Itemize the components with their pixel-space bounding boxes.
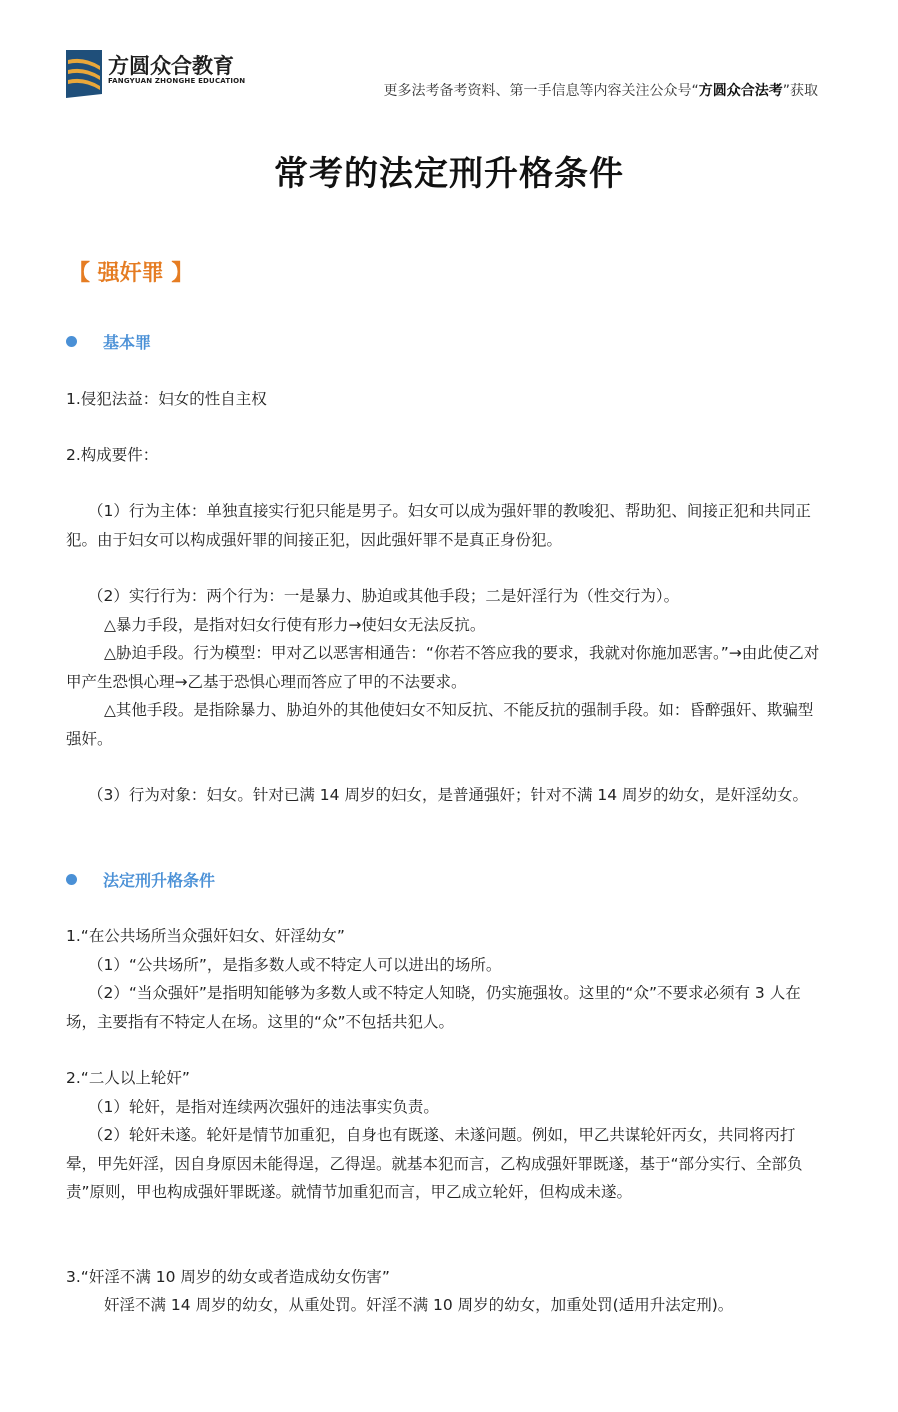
paragraph-object: （3）行为对象：妇女。针对已满 14 周岁的妇女，是普通强奸；针对不满 14 周岁的幼女，是奸淫幼女。 bbox=[88, 786, 809, 804]
paragraph-subject: （1）行为主体：单独直接实行犯只能是男子。妇女可以成为强奸罪的教唆犯、帮助犯、间接正犯和共同正犯。由于妇女可以构成强奸罪的间接正犯，因此强奸罪不是真正身份犯。 bbox=[66, 502, 811, 549]
item-in-public-definition: （2）“当众强奸”是指明知能够为多数人或不特定人知晓，仍实施强妆。这里的“众”不要求必须有 3 人在场，主要指有不特定人在场。这里的“众”不包括共犯人。 bbox=[66, 984, 801, 1031]
header-note-suffix: ”获取 bbox=[782, 83, 818, 99]
item-under-ten: 3.“奸淫不满 10 周岁的幼女或者造成幼女伤害” bbox=[66, 1268, 390, 1286]
paragraph-other-means: △其他手段。是指除暴力、胁迫外的其他使妇女不知反抗、不能反抗的强制手段。如：昏醉强奸、欺骗型强奸。 bbox=[66, 701, 814, 748]
header-note-account: 方圆众合法考 bbox=[698, 83, 783, 99]
item-public-place: 1.“在公共场所当众强奸妇女、奸淫幼女” bbox=[66, 927, 345, 945]
item-public-place-definition: （1）“公共场所”，是指多数人或不特定人可以进出的场所。 bbox=[88, 956, 502, 974]
header-note bbox=[383, 80, 818, 100]
paragraph-violence: △暴力手段，是指对妇女行使有形力→使妇女无法反抗。 bbox=[104, 616, 486, 634]
bullet-dot-icon bbox=[66, 336, 77, 347]
paragraph-coercion: △胁迫手段。行为模型：甲对乙以恶害相通告：“你若不答应我的要求，我就对你施加恶害。”→由此使乙对甲产生恐惧心理→乙基于恐惧心理而答应了甲的不法要求。 bbox=[66, 644, 820, 691]
item-gang-rape-definition: （1）轮奸，是指对连续两次强奸的违法事实负责。 bbox=[88, 1098, 439, 1116]
subheading-basic bbox=[66, 330, 151, 353]
logo-subtitle: FANGYUAN ZHONGHE EDUCATION bbox=[108, 77, 246, 85]
bullet-dot-icon bbox=[66, 874, 77, 885]
subheading-basic-label: 基本罪 bbox=[103, 333, 152, 352]
page-title: 常考的法定刑升格条件 bbox=[274, 154, 624, 194]
header-note-prefix: 更多法考备考资料、第一手信息等内容关注公众号“ bbox=[383, 83, 699, 99]
item-gang-rape-attempt: （2）轮奸未遂。轮奸是情节加重犯，自身也有既遂、未遂问题。例如，甲乙共谋轮奸丙女，共同将丙打晕，甲先奸淫，因自身原因未能得逞，乙得逞。就基本犯而言，乙构成强奸罪既遂，基于“部分实行、全部负责”原则，甲也构成强奸罪既遂。就情节加重犯而言，甲乙成立轮奸，但构成未遂。 bbox=[66, 1126, 803, 1201]
company-logo bbox=[64, 46, 244, 100]
paragraph-legal-interest: 1.侵犯法益：妇女的性自主权 bbox=[66, 390, 267, 408]
logo-mark-icon bbox=[64, 46, 104, 98]
paragraph-elements: 2.构成要件： bbox=[66, 446, 159, 464]
section-heading: 【 强奸罪 】 bbox=[68, 261, 194, 286]
item-gang-rape: 2.“二人以上轮奸” bbox=[66, 1069, 190, 1087]
item-under-ten-explanation: 奸淫不满 14 周岁的幼女，从重处罚。奸淫不满 10 周岁的幼女，加重处罚(适用升法定刑)。 bbox=[104, 1296, 734, 1314]
page-header bbox=[0, 0, 898, 120]
paragraph-act: （2）实行行为：两个行为：一是暴力、胁迫或其他手段；二是奸淫行为（性交行为）。 bbox=[88, 587, 680, 605]
subheading-aggravated bbox=[66, 868, 215, 891]
subheading-aggravated-label: 法定刑升格条件 bbox=[103, 871, 216, 890]
logo-name: 方圆众合教育 bbox=[108, 54, 234, 78]
